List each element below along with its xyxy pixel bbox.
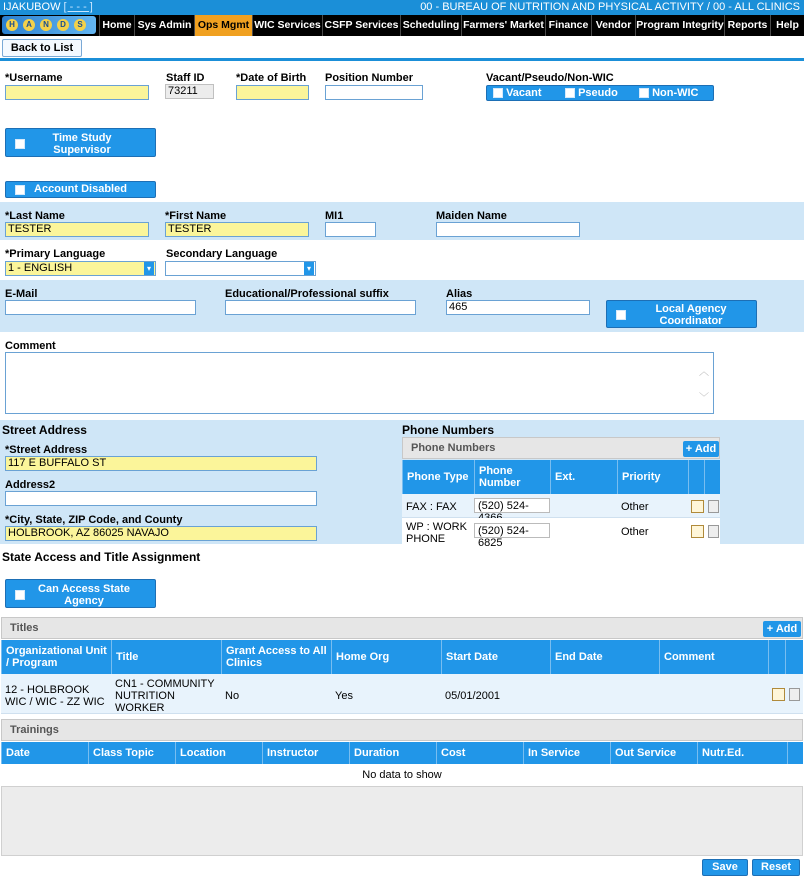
col-phone-type[interactable]: Phone Type [402, 460, 474, 494]
scroll-up-icon[interactable]: ︿ [699, 367, 709, 378]
current-user: IJAKUBOW [ - - - ] [3, 1, 93, 13]
user-link[interactable]: [ - - - ] [63, 1, 93, 13]
phone-panel-header: Phone Numbers [402, 437, 720, 459]
col-nutr-ed[interactable]: Nutr.Ed. [697, 742, 787, 764]
phone-priority: Other [621, 501, 649, 513]
maiden-name-input[interactable] [436, 222, 580, 237]
can-access-state-agency-toggle[interactable]: Can Access State Agency [5, 579, 156, 608]
col-start-date[interactable]: Start Date [441, 640, 550, 674]
primary-language-select[interactable]: 1 - ENGLISH ▾ [5, 261, 156, 276]
non-wic-option[interactable]: Non-WIC [639, 86, 699, 100]
menu-sys-admin[interactable]: Sys Admin [134, 15, 194, 36]
mi-input[interactable] [325, 222, 376, 237]
street-address-input[interactable]: 117 E BUFFALO ST [5, 456, 317, 471]
account-disabled-toggle[interactable]: Account Disabled [5, 181, 156, 198]
add-phone-button[interactable]: + Add [683, 441, 719, 457]
col-spacer [787, 742, 803, 764]
email-input[interactable] [5, 300, 196, 315]
username-label: *Username [5, 72, 63, 84]
chevron-down-icon[interactable]: ▾ [304, 262, 314, 275]
vacant-checkbox[interactable] [493, 88, 503, 98]
last-name-input[interactable]: TESTER [5, 222, 149, 237]
col-end-date[interactable]: End Date [550, 640, 659, 674]
position-number-input[interactable] [325, 85, 423, 100]
account-disabled-checkbox[interactable] [15, 185, 25, 195]
edit-icon[interactable] [691, 525, 704, 538]
menu-csfp-services[interactable]: CSFP Services [322, 15, 400, 36]
first-name-label: *First Name [165, 210, 227, 222]
lac-checkbox[interactable] [616, 310, 626, 320]
col-org-unit[interactable]: Organizational Unit / Program [1, 640, 111, 674]
trainings-empty-area [1, 786, 803, 856]
empty-table-message: No data to show [1, 764, 803, 786]
menu-scheduling[interactable]: Scheduling [400, 15, 461, 36]
col-instructor[interactable]: Instructor [262, 742, 349, 764]
maiden-name-label: Maiden Name [436, 210, 507, 222]
title-grant-access: No [225, 690, 240, 702]
col-date[interactable]: Date [1, 742, 88, 764]
title-start-date: 05/01/2001 [445, 690, 501, 702]
plus-icon: + [685, 443, 693, 455]
phone-numbers-heading: Phone Numbers [402, 423, 495, 437]
menu-reports[interactable]: Reports [724, 15, 770, 36]
phone-number[interactable]: (520) 524-6825 [474, 523, 550, 538]
add-title-button[interactable]: + Add [763, 621, 801, 637]
staff-id-label: Staff ID [166, 72, 205, 84]
app-logo[interactable] [2, 16, 96, 34]
vacant-label: Vacant/Pseudo/Non-WIC [486, 72, 614, 84]
titles-table-header [1, 640, 803, 674]
titles-panel-header: Titles [1, 617, 803, 639]
logo-letter: H [6, 19, 18, 31]
col-edit [768, 640, 785, 674]
table-row[interactable] [402, 494, 720, 518]
col-delete [704, 460, 720, 494]
reset-button[interactable]: Reset [752, 859, 800, 876]
edit-icon[interactable] [691, 500, 704, 513]
save-button[interactable]: Save [702, 859, 748, 876]
divider [0, 58, 804, 61]
phone-number[interactable]: (520) 524- [474, 498, 550, 513]
col-class-topic[interactable]: Class Topic [88, 742, 175, 764]
col-grant-access[interactable]: Grant Access to All Clinics [221, 640, 331, 674]
username-input[interactable] [5, 85, 149, 100]
menu-farmers-market[interactable]: Farmers' Market [461, 15, 545, 36]
alias-input[interactable]: 465 [446, 300, 590, 315]
phone-ext [550, 524, 558, 528]
email-label: E-Mail [5, 288, 38, 300]
top-status-bar [0, 0, 804, 15]
time-study-supervisor-toggle[interactable]: Time Study Supervisor [5, 128, 156, 157]
local-agency-coordinator-toggle[interactable]: Local Agency Coordinator [606, 300, 757, 328]
secondary-language-select[interactable] [165, 261, 316, 276]
col-priority[interactable]: Priority [617, 460, 688, 494]
vacant-options-bar [486, 85, 714, 101]
scroll-down-icon[interactable]: ﹀ [699, 393, 709, 404]
pseudo-checkbox[interactable] [565, 88, 575, 98]
suffix-input[interactable] [225, 300, 416, 315]
table-row[interactable] [1, 674, 803, 714]
phone-type: WP : WORK PHONE [406, 521, 467, 545]
col-ext[interactable]: Ext. [550, 460, 617, 494]
col-edit [688, 460, 704, 494]
address2-input[interactable] [5, 491, 317, 506]
table-row[interactable] [402, 518, 720, 549]
pseudo-option[interactable]: Pseudo [565, 86, 618, 100]
phone-priority: Other [621, 526, 649, 538]
phone-type: FAX : FAX [406, 501, 457, 513]
primary-language-label: *Primary Language [5, 248, 106, 260]
menu-help[interactable]: Help [770, 15, 804, 36]
col-delete [785, 640, 803, 674]
col-phone-number[interactable]: Phone Number [474, 460, 550, 494]
alias-label: Alias [446, 288, 473, 300]
col-duration[interactable]: Duration [349, 742, 436, 764]
mi-label: MI1 [325, 210, 344, 222]
menu-home[interactable]: Home [99, 15, 134, 36]
logo-letter: N [40, 19, 52, 31]
non-wic-checkbox[interactable] [639, 88, 649, 98]
time-study-checkbox[interactable] [15, 139, 25, 149]
menu-wic-services[interactable]: WIC Services [252, 15, 322, 36]
vacant-option[interactable]: Vacant [493, 86, 542, 100]
dob-label: *Date of Birth [236, 72, 307, 84]
comment-label: Comment [5, 340, 56, 352]
dob-input[interactable] [236, 85, 309, 100]
state-access-checkbox[interactable] [15, 590, 25, 600]
logo-letter: S [74, 19, 86, 31]
menu-finance[interactable]: Finance [545, 15, 591, 36]
col-home-org[interactable]: Home Org [331, 640, 441, 674]
menu-ops-mgmt[interactable]: Ops Mgmt [194, 15, 252, 36]
secondary-language-label: Secondary Language [166, 248, 278, 260]
col-out-service[interactable]: Out Service [610, 742, 697, 764]
last-name-label: *Last Name [5, 210, 65, 222]
title-name: CN1 - COMMUNITY NUTRITION WORKER [115, 678, 215, 714]
staff-id-field: 73211 [165, 84, 214, 99]
phone-ext [550, 499, 558, 503]
current-organization: 00 - BUREAU OF NUTRITION AND PHYSICAL ACTIVITY / 00 - ALL CLINICS [420, 1, 800, 13]
address2-label: Address2 [5, 479, 56, 491]
plus-icon: + [766, 623, 774, 635]
position-number-label: Position Number [325, 72, 414, 84]
suffix-label: Educational/Professional suffix [225, 288, 389, 300]
trash-icon[interactable] [789, 688, 800, 701]
col-title[interactable]: Title [111, 640, 221, 674]
menu-vendor[interactable]: Vendor [591, 15, 635, 36]
title-end-date [550, 688, 558, 692]
edit-icon[interactable] [772, 688, 785, 701]
back-to-list-button[interactable]: Back to List [2, 39, 82, 57]
chevron-down-icon[interactable]: ▾ [144, 262, 154, 275]
trainings-panel-header: Trainings [1, 719, 803, 741]
phone-table-header [402, 460, 720, 494]
col-cost[interactable]: Cost [436, 742, 523, 764]
logo-letter: A [23, 19, 35, 31]
title-org-unit: 12 - HOLBROOK WIC / WIC - ZZ WIC [5, 684, 105, 708]
logo-letter: D [57, 19, 69, 31]
col-comment[interactable]: Comment [659, 640, 768, 674]
title-home-org: Yes [335, 690, 353, 702]
title-comment [659, 688, 667, 692]
col-location[interactable]: Location [175, 742, 262, 764]
trainings-table-header [1, 742, 803, 764]
city-input[interactable]: HOLBROOK, AZ 86025 NAVAJO [5, 526, 317, 541]
street-address-heading: Street Address [2, 423, 87, 437]
trash-icon[interactable] [708, 525, 719, 538]
trash-icon[interactable] [708, 500, 719, 513]
comment-textarea[interactable] [5, 352, 714, 414]
street-address-label: *Street Address [5, 444, 88, 456]
col-in-service[interactable]: In Service [523, 742, 610, 764]
state-access-heading: State Access and Title Assignment [2, 550, 201, 564]
city-label: *City, State, ZIP Code, and County [5, 514, 183, 526]
menu-program-integrity[interactable]: Program Integrity [635, 15, 724, 36]
first-name-input[interactable]: TESTER [165, 222, 309, 237]
